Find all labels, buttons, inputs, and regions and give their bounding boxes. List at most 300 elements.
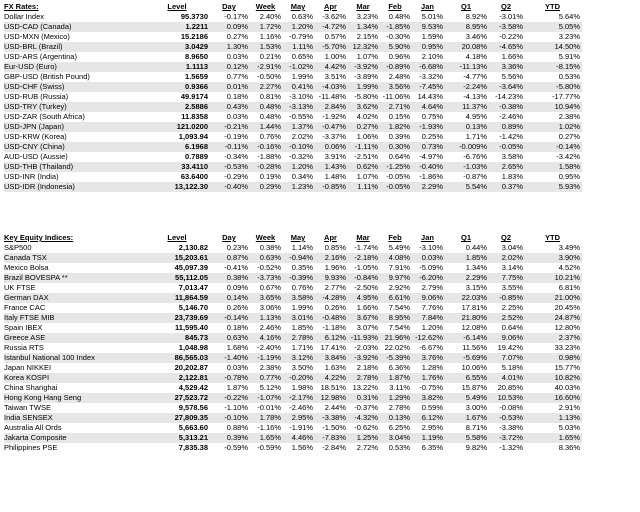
percent-cell: 0.27% <box>348 122 380 132</box>
row-label: Italy FTSE MIB <box>4 313 146 323</box>
percent-cell: 1.67% <box>445 413 489 423</box>
level-cell: 27,523.72 <box>146 393 210 403</box>
percent-cell: 17.41% <box>320 343 346 352</box>
percent-cell: 1.07% <box>356 172 378 181</box>
level-cell: 49.9174 <box>180 92 208 101</box>
row-label: France CAC <box>4 303 46 312</box>
percent-cell: -0.30% <box>386 32 410 41</box>
percent-cell: 2.78% <box>348 373 380 383</box>
percent-cell: -11.48% <box>318 92 346 101</box>
percent-cell: -0.29% <box>224 172 248 181</box>
percent-cell: 1.78% <box>250 413 283 423</box>
percent-cell: -1.88% <box>257 152 281 161</box>
percent-cell: 1.71% <box>291 343 313 352</box>
percent-cell: -0.05% <box>386 172 410 181</box>
percent-cell: 1.65% <box>250 433 283 443</box>
table-row <box>4 243 582 253</box>
percent-cell: -5.09% <box>419 263 443 272</box>
percent-cell: 3.58% <box>501 152 523 161</box>
percent-cell: 5.03% <box>558 423 580 432</box>
percent-cell: 2.95% <box>283 413 315 423</box>
percent-cell: 8.95% <box>380 313 412 323</box>
percent-cell: -1.74% <box>354 243 378 252</box>
percent-cell: -12.62% <box>412 333 445 343</box>
percent-cell: 0.65% <box>291 52 313 61</box>
percent-cell: 0.41% <box>283 82 315 92</box>
column-header: Day <box>222 2 236 11</box>
percent-cell: -14.23% <box>495 92 523 101</box>
percent-cell: 7.84% <box>412 313 445 323</box>
percent-cell: 20.85% <box>497 383 523 392</box>
percent-cell: 0.48% <box>259 112 281 121</box>
percent-cell: -0.14% <box>210 313 250 323</box>
percent-cell: 2.78% <box>388 403 410 412</box>
percent-cell: 2.25% <box>501 303 523 312</box>
table-row <box>4 82 582 92</box>
percent-cell: 9.93% <box>315 273 348 283</box>
percent-cell: -0.08% <box>499 403 523 412</box>
percent-cell: -0.40% <box>412 162 445 172</box>
level-cell: 0.9366 <box>146 82 210 92</box>
percent-cell: 3.51% <box>324 72 346 81</box>
percent-cell: 0.25% <box>421 132 443 141</box>
equity-header-row <box>4 233 582 243</box>
percent-cell: 0.31% <box>348 393 380 403</box>
percent-cell: 5.91% <box>558 52 580 61</box>
level-cell: 1.5659 <box>185 72 208 81</box>
percent-cell: 1.06% <box>356 132 378 141</box>
table-row <box>4 52 582 62</box>
percent-cell: 0.53% <box>558 72 580 81</box>
percent-cell: 1.82% <box>380 122 412 132</box>
percent-cell: -1.85% <box>380 22 412 32</box>
percent-cell: -4.28% <box>315 293 348 303</box>
percent-cell: 0.87% <box>210 253 250 263</box>
row-label: Istanbul National 100 Index <box>4 353 146 363</box>
percent-cell: 1.66% <box>501 52 523 61</box>
percent-cell: 1.71% <box>465 132 487 141</box>
percent-cell: 17.81% <box>461 303 487 312</box>
level-cell: 4,529.42 <box>178 383 208 392</box>
percent-cell: 3.62% <box>348 102 380 112</box>
percent-cell: 0.48% <box>388 12 410 21</box>
percent-cell: 1.98% <box>291 383 313 392</box>
percent-cell: 1.56% <box>291 443 313 452</box>
column-header: Day <box>222 233 236 242</box>
percent-cell: 20.45% <box>554 303 580 312</box>
percent-cell: -0.05% <box>380 182 412 192</box>
percent-cell: -6.67% <box>419 343 443 352</box>
level-cell: 1,093.94 <box>178 132 208 141</box>
percent-cell: -0.79% <box>289 32 313 41</box>
percent-cell: 2.84% <box>315 102 348 112</box>
percent-cell: 33.23% <box>554 343 580 352</box>
percent-cell: -2.18% <box>348 253 380 263</box>
percent-cell: -0.41% <box>224 263 248 272</box>
level-cell: 1.2211 <box>146 22 210 32</box>
column-header: YTD <box>545 233 560 242</box>
percent-cell: 3.23% <box>356 12 378 21</box>
percent-cell: 0.43% <box>210 102 250 112</box>
percent-cell: -1.19% <box>250 353 283 363</box>
table-row <box>4 373 582 383</box>
percent-cell: 0.95% <box>558 172 580 181</box>
percent-cell: 2.71% <box>380 102 412 112</box>
percent-cell: -3.10% <box>289 92 313 101</box>
percent-cell: 0.29% <box>250 182 283 192</box>
percent-cell: 0.95% <box>412 42 445 52</box>
percent-cell: 8.95% <box>445 22 489 32</box>
percent-cell: 0.63% <box>210 333 250 343</box>
percent-cell: 0.03% <box>226 112 248 121</box>
percent-cell: -6.20% <box>412 273 445 283</box>
level-cell: 1.1113 <box>146 62 210 72</box>
column-header: Jan <box>421 233 434 242</box>
percent-cell: 3.91% <box>324 152 346 161</box>
percent-cell: 0.39% <box>210 433 250 443</box>
percent-cell: 2.29% <box>412 182 445 192</box>
percent-cell: 0.03% <box>226 363 248 372</box>
level-cell: 2,122.81 <box>146 373 210 383</box>
percent-cell: 6.12% <box>315 333 348 343</box>
percent-cell: 16.60% <box>525 393 582 403</box>
percent-cell: -1.91% <box>289 423 313 432</box>
row-label: Spain IBEX <box>4 323 43 332</box>
percent-cell: 3.76% <box>412 353 445 363</box>
column-header: Q2 <box>500 233 511 242</box>
percent-cell: 2.27% <box>250 82 283 92</box>
percent-cell: -2.50% <box>354 283 378 292</box>
level-cell: 9,578.56 <box>178 403 208 412</box>
percent-cell: 0.76% <box>259 132 281 141</box>
percent-cell: 5.18% <box>501 363 523 372</box>
percent-cell: -0.89% <box>380 62 412 72</box>
percent-cell: -4.97% <box>419 152 443 161</box>
percent-cell: 1.07% <box>356 52 378 61</box>
percent-cell: 14.50% <box>525 42 582 52</box>
percent-cell: 1.85% <box>291 323 313 332</box>
row-label: Russia RTS <box>4 343 44 352</box>
percent-cell: -7.45% <box>412 82 445 92</box>
row-label: GBP-USD (British Pound) <box>4 72 90 81</box>
level-cell: 5,663.60 <box>178 423 208 432</box>
column-header: Week <box>255 233 276 242</box>
percent-cell: 2.40% <box>259 12 281 21</box>
percent-cell: -0.01% <box>257 403 281 412</box>
percent-cell: 2.38% <box>259 363 281 372</box>
percent-cell: -0.38% <box>489 102 525 112</box>
percent-cell: -0.59% <box>224 443 248 452</box>
level-cell: 45,097.39 <box>174 263 208 272</box>
percent-cell: 0.21% <box>259 52 281 61</box>
level-cell: 63.6400 <box>180 172 208 181</box>
percent-cell: 0.63% <box>250 253 283 263</box>
percent-cell: 1.87% <box>380 373 412 383</box>
percent-cell: -1.42% <box>499 132 523 141</box>
percent-cell: -3.37% <box>322 132 346 141</box>
percent-cell: 3.90% <box>525 253 582 263</box>
percent-cell: 12.80% <box>554 323 580 332</box>
percent-cell: -1.86% <box>419 172 443 181</box>
percent-cell: 3.56% <box>380 82 412 92</box>
percent-cell: -1.50% <box>322 423 346 432</box>
percent-cell: -2.24% <box>445 82 489 92</box>
percent-cell: -0.19% <box>224 132 248 141</box>
table-row <box>4 293 582 303</box>
percent-cell: 1.00% <box>324 52 346 61</box>
table-row <box>4 42 582 52</box>
row-label: S&P500 <box>4 243 32 252</box>
percent-cell: -0.94% <box>283 253 315 263</box>
level-cell: 95.3730 <box>180 12 208 21</box>
percent-cell: -2.51% <box>354 152 378 161</box>
percent-cell: 3.11% <box>389 383 410 392</box>
row-label: Mexico Bolsa <box>4 263 49 272</box>
percent-cell: 1.20% <box>421 323 443 332</box>
level-cell: 11,864.59 <box>146 293 210 303</box>
percent-cell: 3.55% <box>501 283 523 292</box>
equity-section-title: Key Equity Indices: <box>4 233 74 242</box>
row-label: German DAX <box>4 293 146 303</box>
percent-cell: -2.03% <box>354 343 378 352</box>
level-cell: 55,112.05 <box>146 273 210 283</box>
percent-cell: 1.14% <box>291 243 313 252</box>
percent-cell: 1.85% <box>445 253 489 263</box>
row-label: USD-THB (Thailand) <box>4 162 146 172</box>
percent-cell: -0.11% <box>210 142 250 152</box>
level-cell: 23,739.69 <box>146 313 210 323</box>
percent-cell: -3.01% <box>499 12 523 21</box>
percent-cell: 4.42% <box>315 62 348 72</box>
percent-cell: 2.16% <box>315 253 348 263</box>
percent-cell: -0.28% <box>250 162 283 172</box>
percent-cell: -4.32% <box>348 413 380 423</box>
row-label: USD-JPN (Japan) <box>4 122 146 132</box>
percent-cell: -0.48% <box>315 313 348 323</box>
percent-cell: 3.14% <box>501 263 523 272</box>
fx-header-row <box>4 2 582 12</box>
percent-cell: 4.95% <box>348 293 380 303</box>
percent-cell: 0.63% <box>291 12 313 21</box>
level-cell: 121.0200 <box>146 122 210 132</box>
percent-cell: 0.27% <box>226 32 248 41</box>
table-row <box>4 112 582 122</box>
percent-cell: -5.80% <box>354 92 378 101</box>
row-label: USD-ZAR (South Africa) <box>4 112 85 121</box>
percent-cell: -0.16% <box>250 142 283 152</box>
column-header: Feb <box>388 233 402 242</box>
percent-cell: -0.78% <box>210 373 250 383</box>
percent-cell: -1.18% <box>322 323 346 332</box>
percent-cell: 4.08% <box>380 253 412 263</box>
percent-cell: 2.29% <box>445 273 489 283</box>
percent-cell: -5.39% <box>380 353 412 363</box>
percent-cell: -3.64% <box>489 82 525 92</box>
percent-cell: 1.11% <box>348 182 380 192</box>
percent-cell: 0.19% <box>259 172 281 181</box>
percent-cell: 0.67% <box>259 283 281 292</box>
percent-cell: 5.90% <box>380 42 412 52</box>
percent-cell: 2.02% <box>291 132 313 141</box>
column-header: Mar <box>356 233 370 242</box>
percent-cell: -1.40% <box>210 353 250 363</box>
level-cell: 3.0429 <box>146 42 210 52</box>
percent-cell: 4.52% <box>558 263 580 272</box>
percent-cell: -3.72% <box>489 433 525 443</box>
level-cell: 86,565.03 <box>146 353 210 363</box>
level-cell: 27,809.35 <box>146 413 210 423</box>
percent-cell: -0.84% <box>348 273 380 283</box>
percent-cell: 0.59% <box>421 403 443 412</box>
percent-cell: 3.15% <box>465 283 487 292</box>
row-label: USD-TRY (Turkey) <box>4 102 146 112</box>
row-label: Taiwan TWSE <box>4 403 51 412</box>
percent-cell: 1.76% <box>412 373 445 383</box>
percent-cell: 24.87% <box>525 313 582 323</box>
percent-cell: 9.53% <box>412 22 445 32</box>
table-row <box>4 62 582 72</box>
percent-cell: -4.77% <box>463 72 487 81</box>
percent-cell: 2.38% <box>558 112 580 121</box>
row-label: USD-MXN (Mexico) <box>4 32 70 41</box>
percent-cell: -1.92% <box>322 112 346 121</box>
percent-cell: -17.77% <box>552 92 580 101</box>
percent-cell: -1.25% <box>380 162 412 172</box>
percent-cell: 0.37% <box>489 182 525 192</box>
percent-cell: 4.18% <box>465 52 487 61</box>
percent-cell: 0.64% <box>501 323 523 332</box>
percent-cell: 3.58% <box>283 293 315 303</box>
percent-cell: 0.73% <box>412 142 445 152</box>
table-row <box>4 353 582 363</box>
percent-cell: 1.34% <box>465 263 487 272</box>
row-label: USD-ARS (Argentina) <box>4 52 77 61</box>
table-row <box>4 72 582 82</box>
percent-cell: -0.53% <box>489 413 525 423</box>
percent-cell: 12.08% <box>461 323 487 332</box>
table-row <box>4 303 582 313</box>
table-row <box>4 142 582 152</box>
row-label: UK FTSE <box>4 283 36 292</box>
percent-cell: -3.62% <box>322 12 346 21</box>
percent-cell: 3.01% <box>283 313 315 323</box>
percent-cell: 1.28% <box>421 363 443 372</box>
percent-cell: -3.92% <box>348 62 380 72</box>
row-label: Jakarta Composite <box>4 433 146 443</box>
percent-cell: -3.38% <box>315 413 348 423</box>
percent-cell: 10.53% <box>489 393 525 403</box>
percent-cell: -3.32% <box>419 72 443 81</box>
percent-cell: 5.49% <box>445 393 489 403</box>
percent-cell: -11.06% <box>382 92 410 101</box>
table-row <box>4 443 582 453</box>
table-row <box>4 182 582 192</box>
percent-cell: 1.72% <box>250 22 283 32</box>
percent-cell: 0.48% <box>250 102 283 112</box>
percent-cell: 3.36% <box>489 62 525 72</box>
percent-cell: -0.21% <box>210 122 250 132</box>
percent-cell: 0.18% <box>226 323 248 332</box>
percent-cell: 0.39% <box>388 132 410 141</box>
percent-cell: 1.25% <box>348 433 380 443</box>
percent-cell: 1.99% <box>291 303 313 312</box>
column-header: YTD <box>545 2 560 11</box>
percent-cell: 1.16% <box>259 32 281 41</box>
row-label: Canada TSX <box>4 253 146 263</box>
percent-cell: -4.13% <box>463 92 487 101</box>
percent-cell: 2.72% <box>356 443 378 452</box>
percent-cell: 2.18% <box>356 363 378 372</box>
percent-cell: 3.82% <box>412 393 445 403</box>
percent-cell: -3.73% <box>250 273 283 283</box>
percent-cell: 0.62% <box>348 162 380 172</box>
level-cell: 7,013.47 <box>178 283 208 292</box>
percent-cell: 6.35% <box>421 443 443 452</box>
row-label: Dollar Index <box>4 12 45 21</box>
percent-cell: 1.44% <box>250 122 283 132</box>
table-row <box>4 403 582 413</box>
percent-cell: -0.39% <box>283 273 315 283</box>
percent-cell: 0.01% <box>210 82 250 92</box>
percent-cell: 0.57% <box>324 32 346 41</box>
percent-cell: 11.56% <box>462 343 487 352</box>
percent-cell: 1.63% <box>324 363 346 372</box>
percent-cell: -0.009% <box>445 142 489 152</box>
percent-cell: 1.48% <box>324 172 346 181</box>
percent-cell: -5.69% <box>445 353 489 363</box>
percent-cell: -0.85% <box>315 182 348 192</box>
percent-cell: 21.80% <box>445 313 489 323</box>
percent-cell: 1.34% <box>348 22 380 32</box>
percent-cell: 5.64% <box>558 12 580 21</box>
table-row <box>4 102 582 112</box>
percent-cell: 7.76% <box>421 303 443 312</box>
percent-cell: 2.52% <box>489 313 525 323</box>
percent-cell: 0.13% <box>380 413 412 423</box>
table-row <box>4 433 582 443</box>
percent-cell: -0.40% <box>210 182 250 192</box>
row-label: USD-RUB (Russia) <box>4 92 69 101</box>
percent-cell: -0.87% <box>463 172 487 181</box>
level-cell: 5,146.70 <box>178 303 208 312</box>
percent-cell: -5.70% <box>315 42 348 52</box>
percent-cell: 0.88% <box>226 423 248 432</box>
percent-cell: 12.98% <box>315 393 348 403</box>
percent-cell: 0.30% <box>380 142 412 152</box>
percent-cell: 3.23% <box>558 32 580 41</box>
percent-cell: -3.92% <box>348 353 380 363</box>
table-row <box>4 32 582 42</box>
percent-cell: 21.96% <box>380 333 412 343</box>
percent-cell: 1.53% <box>250 42 283 52</box>
percent-cell: 1.02% <box>525 122 582 132</box>
row-label: USD-BRL (Brazil) <box>4 42 146 52</box>
percent-cell: 4.64% <box>412 102 445 112</box>
percent-cell: 0.23% <box>226 243 248 252</box>
percent-cell: -6.68% <box>412 62 445 72</box>
percent-cell: 2.10% <box>421 52 443 61</box>
row-label: Brazil BOVESPA ** <box>4 273 146 283</box>
row-label: AUD-USD (Aussie) <box>4 152 68 161</box>
percent-cell: 2.46% <box>259 323 281 332</box>
percent-cell: -0.53% <box>210 162 250 172</box>
percent-cell: 10.94% <box>525 102 582 112</box>
percent-cell: 2.79% <box>421 283 443 292</box>
percent-cell: -0.75% <box>419 383 443 392</box>
percent-cell: 4.16% <box>250 333 283 343</box>
percent-cell: 1.19% <box>412 433 445 443</box>
percent-cell: 2.48% <box>388 72 410 81</box>
